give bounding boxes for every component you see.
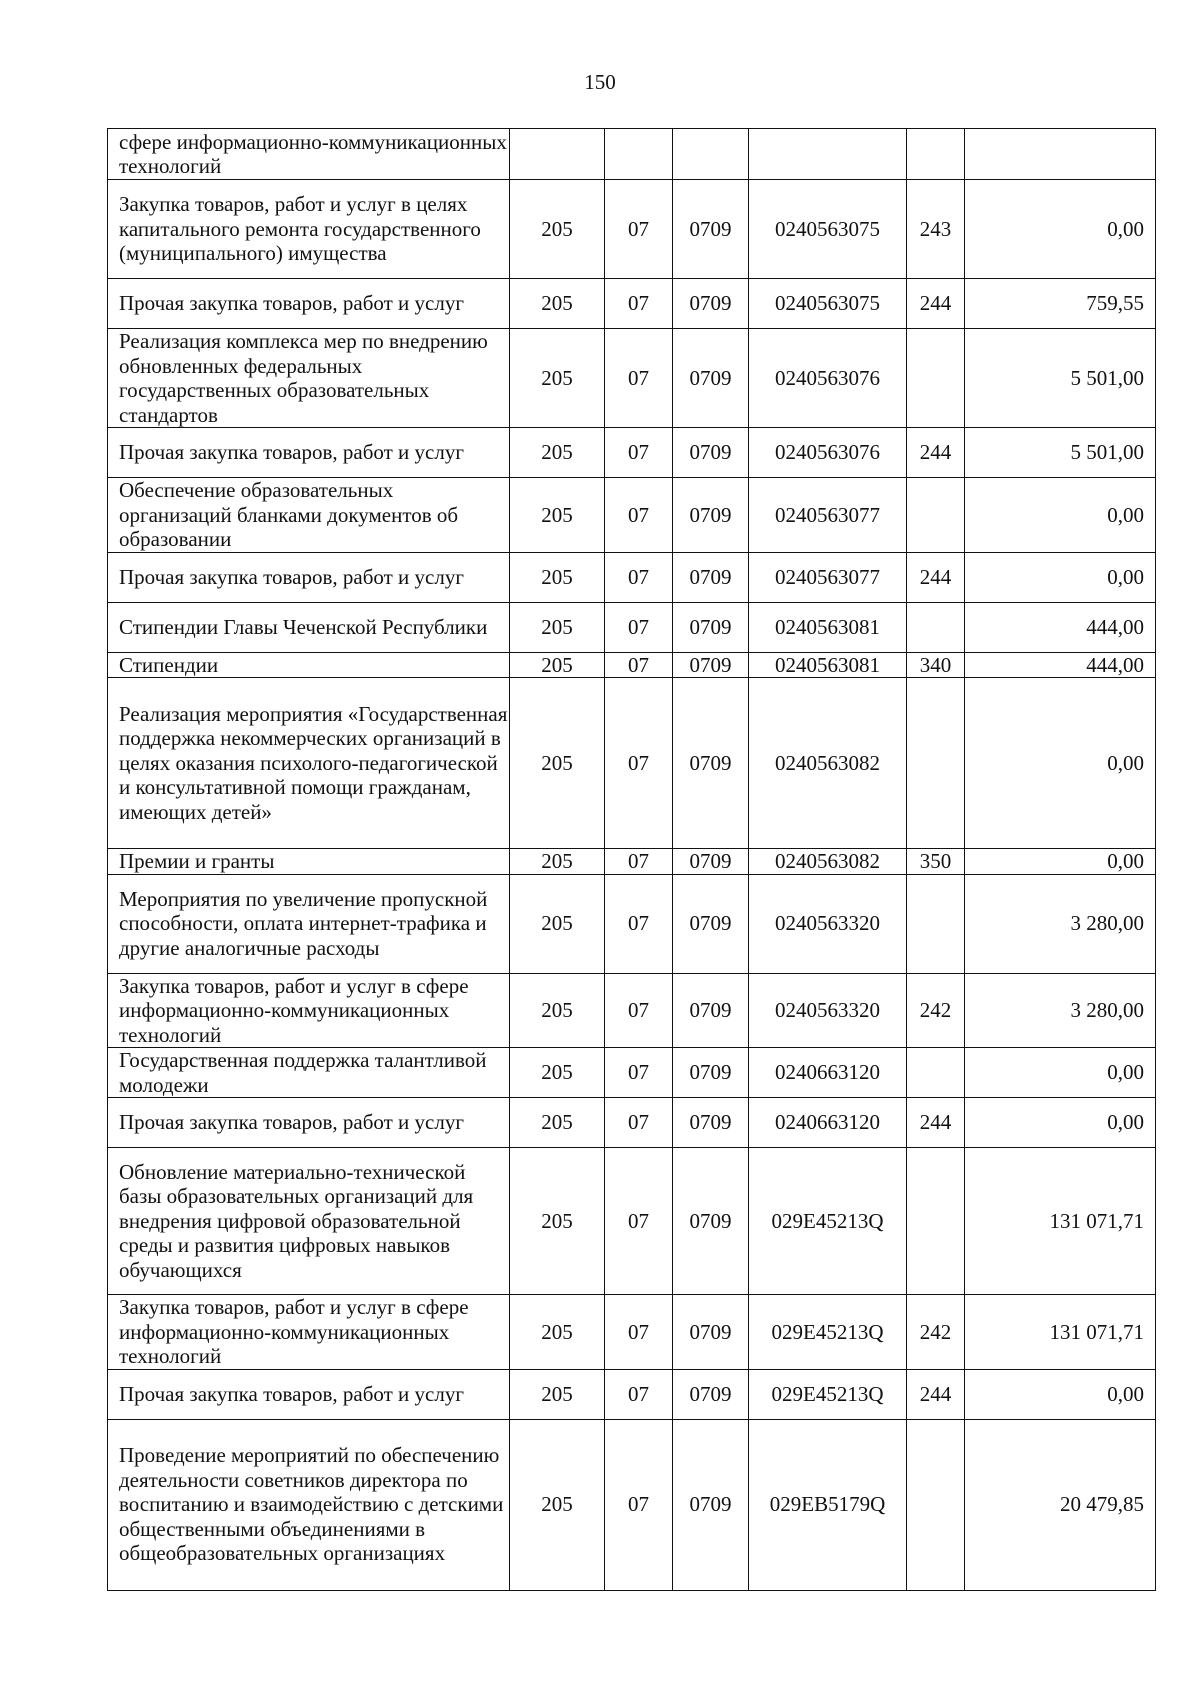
row-csr: 0240563320 (749, 973, 907, 1048)
row-vr (907, 129, 965, 180)
row-ved: 205 (510, 678, 605, 849)
row-vr (907, 874, 965, 973)
row-prz: 0709 (673, 874, 749, 973)
row-rz: 07 (605, 849, 673, 875)
row-name: Прочая закупка товаров, работ и услуг (108, 552, 510, 602)
row-csr: 029E45213Q (749, 1369, 907, 1419)
row-vr: 242 (907, 973, 965, 1048)
row-name: Обновление материально-технической базы образовательных организаций для внедрения цифровой образовательной среды и развития цифровых навыков обучающихся (108, 1148, 510, 1295)
row-name: Реализация комплекса мер по внедрению обновленных федеральных государственных образовательных стандартов (108, 329, 510, 428)
row-rz: 07 (605, 1048, 673, 1098)
row-amount: 0,00 (965, 1048, 1156, 1098)
row-ved: 205 (510, 602, 605, 652)
row-amount: 131 071,71 (965, 1148, 1156, 1295)
row-csr: 0240563081 (749, 652, 907, 678)
row-ved: 205 (510, 874, 605, 973)
row-name: Прочая закупка товаров, работ и услуг (108, 279, 510, 329)
row-prz: 0709 (673, 1419, 749, 1590)
row-amount: 0,00 (965, 180, 1156, 279)
row-rz: 07 (605, 478, 673, 553)
table-row (108, 552, 1156, 602)
table-row (108, 428, 1156, 478)
row-rz: 07 (605, 180, 673, 279)
table-row (108, 849, 1156, 875)
row-vr: 244 (907, 1369, 965, 1419)
row-amount: 20 479,85 (965, 1419, 1156, 1590)
table-row (108, 1369, 1156, 1419)
row-csr: 0240563077 (749, 552, 907, 602)
row-csr: 029E45213Q (749, 1148, 907, 1295)
row-name: Премии и гранты (108, 849, 510, 875)
row-amount (965, 129, 1156, 180)
table-row (108, 1295, 1156, 1370)
table-row (108, 478, 1156, 553)
row-csr: 0240563077 (749, 478, 907, 553)
row-prz: 0709 (673, 1048, 749, 1098)
row-vr (907, 1419, 965, 1590)
row-csr: 0240563076 (749, 428, 907, 478)
row-amount: 0,00 (965, 1369, 1156, 1419)
row-prz: 0709 (673, 428, 749, 478)
row-vr: 244 (907, 279, 965, 329)
table-row (108, 1148, 1156, 1295)
row-name: Прочая закупка товаров, работ и услуг (108, 1098, 510, 1148)
row-csr: 0240563082 (749, 849, 907, 875)
row-vr: 350 (907, 849, 965, 875)
row-vr (907, 1148, 965, 1295)
row-prz: 0709 (673, 1295, 749, 1370)
table-row (108, 1419, 1156, 1590)
table-row (108, 180, 1156, 279)
row-name: Государственная поддержка талантливой молодежи (108, 1048, 510, 1098)
row-ved: 205 (510, 652, 605, 678)
row-rz: 07 (605, 428, 673, 478)
row-name: Стипендии Главы Чеченской Республики (108, 602, 510, 652)
row-vr (907, 678, 965, 849)
row-amount: 0,00 (965, 478, 1156, 553)
row-ved: 205 (510, 428, 605, 478)
row-ved: 205 (510, 329, 605, 428)
row-rz: 07 (605, 1148, 673, 1295)
row-vr: 244 (907, 552, 965, 602)
row-name: Мероприятия по увеличение пропускной способности, оплата интернет-трафика и другие аналогичные расходы (108, 874, 510, 973)
row-vr: 243 (907, 180, 965, 279)
row-ved: 205 (510, 1098, 605, 1148)
row-amount: 3 280,00 (965, 973, 1156, 1048)
row-ved (510, 129, 605, 180)
row-rz: 07 (605, 602, 673, 652)
row-rz: 07 (605, 1369, 673, 1419)
row-csr: 0240563075 (749, 180, 907, 279)
row-rz: 07 (605, 652, 673, 678)
row-prz: 0709 (673, 973, 749, 1048)
row-csr: 029E45213Q (749, 1295, 907, 1370)
row-ved: 205 (510, 1048, 605, 1098)
row-csr: 0240563075 (749, 279, 907, 329)
row-prz: 0709 (673, 478, 749, 553)
row-rz: 07 (605, 279, 673, 329)
row-ved: 205 (510, 1295, 605, 1370)
row-vr (907, 329, 965, 428)
row-ved: 205 (510, 1369, 605, 1419)
row-prz: 0709 (673, 652, 749, 678)
row-vr: 244 (907, 1098, 965, 1148)
row-amount: 0,00 (965, 849, 1156, 875)
table-row (108, 678, 1156, 849)
row-name: Реализация мероприятия «Государственная поддержка некоммерческих организаций в целях оказания психолого-педагогической и консультативной помощи гражданам, имеющих детей» (108, 678, 510, 849)
row-ved: 205 (510, 1419, 605, 1590)
row-name: Проведение мероприятий по обеспечению деятельности советников директора по воспитанию и взаимодействию с детскими общественными объединениями в общеобразовательных организациях (108, 1419, 510, 1590)
row-prz: 0709 (673, 1098, 749, 1148)
table-row (108, 1098, 1156, 1148)
row-rz: 07 (605, 678, 673, 849)
row-rz: 07 (605, 1295, 673, 1370)
row-name: Прочая закупка товаров, работ и услуг (108, 428, 510, 478)
row-ved: 205 (510, 973, 605, 1048)
row-rz: 07 (605, 552, 673, 602)
row-name: Обеспечение образовательных организаций бланками документов об образовании (108, 478, 510, 553)
row-vr: 244 (907, 428, 965, 478)
row-ved: 205 (510, 279, 605, 329)
row-prz: 0709 (673, 1148, 749, 1295)
row-csr: 0240563320 (749, 874, 907, 973)
row-name: Закупка товаров, работ и услуг в целях капитального ремонта государственного (муниципального) имущества (108, 180, 510, 279)
row-amount: 0,00 (965, 552, 1156, 602)
row-prz: 0709 (673, 849, 749, 875)
row-prz (673, 129, 749, 180)
row-ved: 205 (510, 1148, 605, 1295)
row-rz: 07 (605, 973, 673, 1048)
row-prz: 0709 (673, 180, 749, 279)
row-ved: 205 (510, 180, 605, 279)
row-name: сфере информационно-коммуникационных технологий (108, 129, 510, 180)
row-csr: 0240663120 (749, 1098, 907, 1148)
table-row (108, 652, 1156, 678)
table-row (108, 1048, 1156, 1098)
row-name: Прочая закупка товаров, работ и услуг (108, 1369, 510, 1419)
row-csr: 0240663120 (749, 1048, 907, 1098)
row-csr: 0240563082 (749, 678, 907, 849)
row-ved: 205 (510, 478, 605, 553)
page-number: 150 (584, 70, 616, 94)
row-prz: 0709 (673, 1369, 749, 1419)
row-rz: 07 (605, 329, 673, 428)
row-csr (749, 129, 907, 180)
row-amount: 0,00 (965, 1098, 1156, 1148)
row-csr: 029EB5179Q (749, 1419, 907, 1590)
row-vr: 242 (907, 1295, 965, 1370)
row-prz: 0709 (673, 678, 749, 849)
table-row (108, 279, 1156, 329)
row-rz: 07 (605, 874, 673, 973)
row-amount: 131 071,71 (965, 1295, 1156, 1370)
row-vr (907, 602, 965, 652)
row-amount: 5 501,00 (965, 428, 1156, 478)
row-vr (907, 478, 965, 553)
row-amount: 5 501,00 (965, 329, 1156, 428)
table-row (108, 602, 1156, 652)
row-csr: 0240563081 (749, 602, 907, 652)
row-amount: 759,55 (965, 279, 1156, 329)
row-amount: 0,00 (965, 678, 1156, 849)
row-prz: 0709 (673, 552, 749, 602)
row-rz: 07 (605, 1419, 673, 1590)
row-ved: 205 (510, 849, 605, 875)
budget-table (107, 128, 1156, 1591)
row-amount: 444,00 (965, 652, 1156, 678)
row-name: Стипендии (108, 652, 510, 678)
row-rz (605, 129, 673, 180)
row-ved: 205 (510, 552, 605, 602)
table-row (108, 973, 1156, 1048)
row-amount: 444,00 (965, 602, 1156, 652)
row-name: Закупка товаров, работ и услуг в сфере информационно-коммуникационных технологий (108, 973, 510, 1048)
table-row (108, 874, 1156, 973)
row-name: Закупка товаров, работ и услуг в сфере информационно-коммуникационных технологий (108, 1295, 510, 1370)
row-prz: 0709 (673, 279, 749, 329)
table-row (108, 329, 1156, 428)
table-row (108, 129, 1156, 180)
row-vr: 340 (907, 652, 965, 678)
row-vr (907, 1048, 965, 1098)
row-amount: 3 280,00 (965, 874, 1156, 973)
row-prz: 0709 (673, 602, 749, 652)
row-rz: 07 (605, 1098, 673, 1148)
row-prz: 0709 (673, 329, 749, 428)
row-csr: 0240563076 (749, 329, 907, 428)
